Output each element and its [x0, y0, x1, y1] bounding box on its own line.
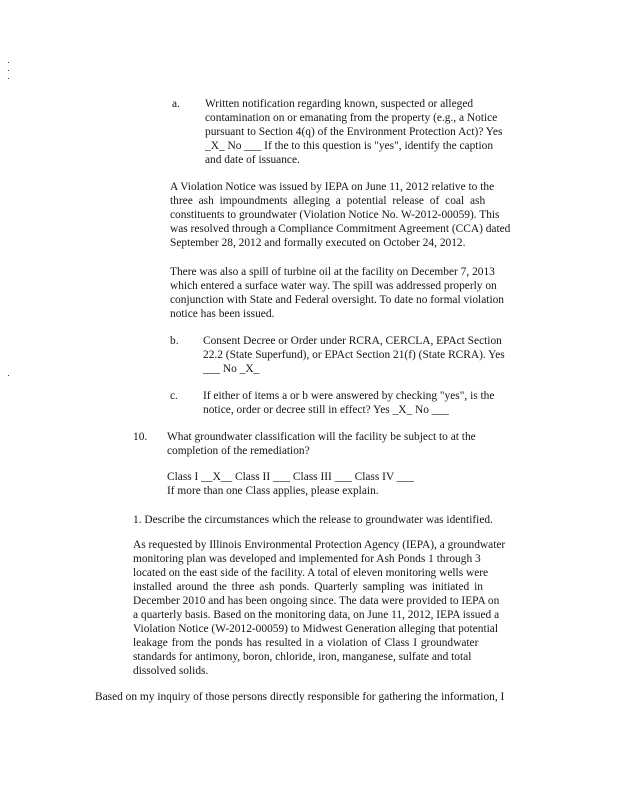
scan-mark: [8, 62, 9, 63]
item-a-label: a.: [172, 98, 180, 110]
text-line: A Violation Notice was issued by IEPA on June 11, 2012 relative to the: [170, 181, 495, 193]
text-line: leakage from the ponds has resulted in a violation of Class I groundwater: [133, 637, 479, 649]
text-line: which entered a surface water way. The spill was addressed properly on: [170, 280, 497, 292]
item-c-label: c.: [170, 390, 178, 402]
text-line: completion of the remediation?: [167, 445, 310, 457]
text-line: monitoring plan was developed and implemented for Ash Ponds 1 through 3: [133, 553, 481, 565]
text-line: notice has been issued.: [170, 308, 275, 320]
text-line: If either of items a or b were answered by checking "yes", is the: [203, 390, 495, 402]
explain-line: If more than one Class applies, please explain.: [167, 485, 379, 497]
text-line: installed around the three ash ponds. Quarterly sampling was initiated in: [133, 581, 483, 593]
text-line: Violation Notice (W-2012-00059) to Midwest Generation alleging that potential: [133, 623, 498, 635]
text-line: December 2010 and has been ongoing since. The data were provided to IEPA on: [133, 595, 500, 607]
scan-mark: [8, 78, 9, 79]
text-line: contamination on or emanating from the property (e.g., a Notice: [205, 112, 498, 124]
scan-mark: [8, 70, 9, 71]
text-line: ___ No _X_: [203, 363, 260, 375]
text-line: Written notification regarding known, suspected or alleged: [205, 98, 474, 110]
closing-line: Based on my inquiry of those persons directly responsible for gathering the information, I: [95, 691, 505, 703]
question-11: 1. Describe the circumstances which the release to groundwater was identified.: [133, 514, 493, 526]
text-line: There was also a spill of turbine oil at the facility on December 7, 2013: [170, 266, 495, 278]
text-line: As requested by Illinois Environmental Protection Agency (IEPA), a groundwater: [133, 539, 506, 551]
classification-line: Class I __X__ Class II ___ Class III ___ Class IV ___: [167, 471, 414, 483]
text-line: dissolved solids.: [133, 665, 209, 677]
text-line: _X_ No ___ If the to this question is "yes", identify the caption: [205, 140, 494, 152]
scan-mark: [8, 375, 9, 376]
question-10-label: 10.: [133, 431, 148, 443]
text-line: and date of issuance.: [205, 154, 300, 166]
text-line: three ash impoundments alleging a potential release of coal ash: [170, 195, 486, 207]
text-line: 22.2 (State Superfund), or EPAct Section 21(f) (State RCRA). Yes: [203, 349, 505, 361]
item-b-label: b.: [170, 335, 179, 347]
text-line: constituents to groundwater (Violation Notice No. W-2012-00059). This: [170, 209, 500, 221]
text-line: a quarterly basis. Based on the monitoring data, on June 11, 2012, IEPA issued a: [133, 609, 500, 621]
text-line: conjunction with State and Federal oversight. To date no formal violation: [170, 294, 504, 306]
text-line: was resolved through a Compliance Commitment Agreement (CCA) dated: [170, 223, 511, 235]
text-line: located on the east side of the facility. A total of eleven monitoring wells were: [133, 567, 489, 579]
text-line: pursuant to Section 4(q) of the Environment Protection Act)? Yes: [205, 126, 503, 138]
text-line: notice, order or decree still in effect? Yes _X_ No ___: [203, 404, 449, 416]
text-line: standards for antimony, boron, chloride, iron, manganese, sulfate and total: [133, 651, 472, 663]
text-line: Consent Decree or Order under RCRA, CERCLA, EPAct Section: [203, 335, 502, 347]
text-line: What groundwater classification will the facility be subject to at the: [167, 431, 476, 443]
text-line: September 28, 2012 and formally executed on October 24, 2012.: [170, 237, 466, 249]
